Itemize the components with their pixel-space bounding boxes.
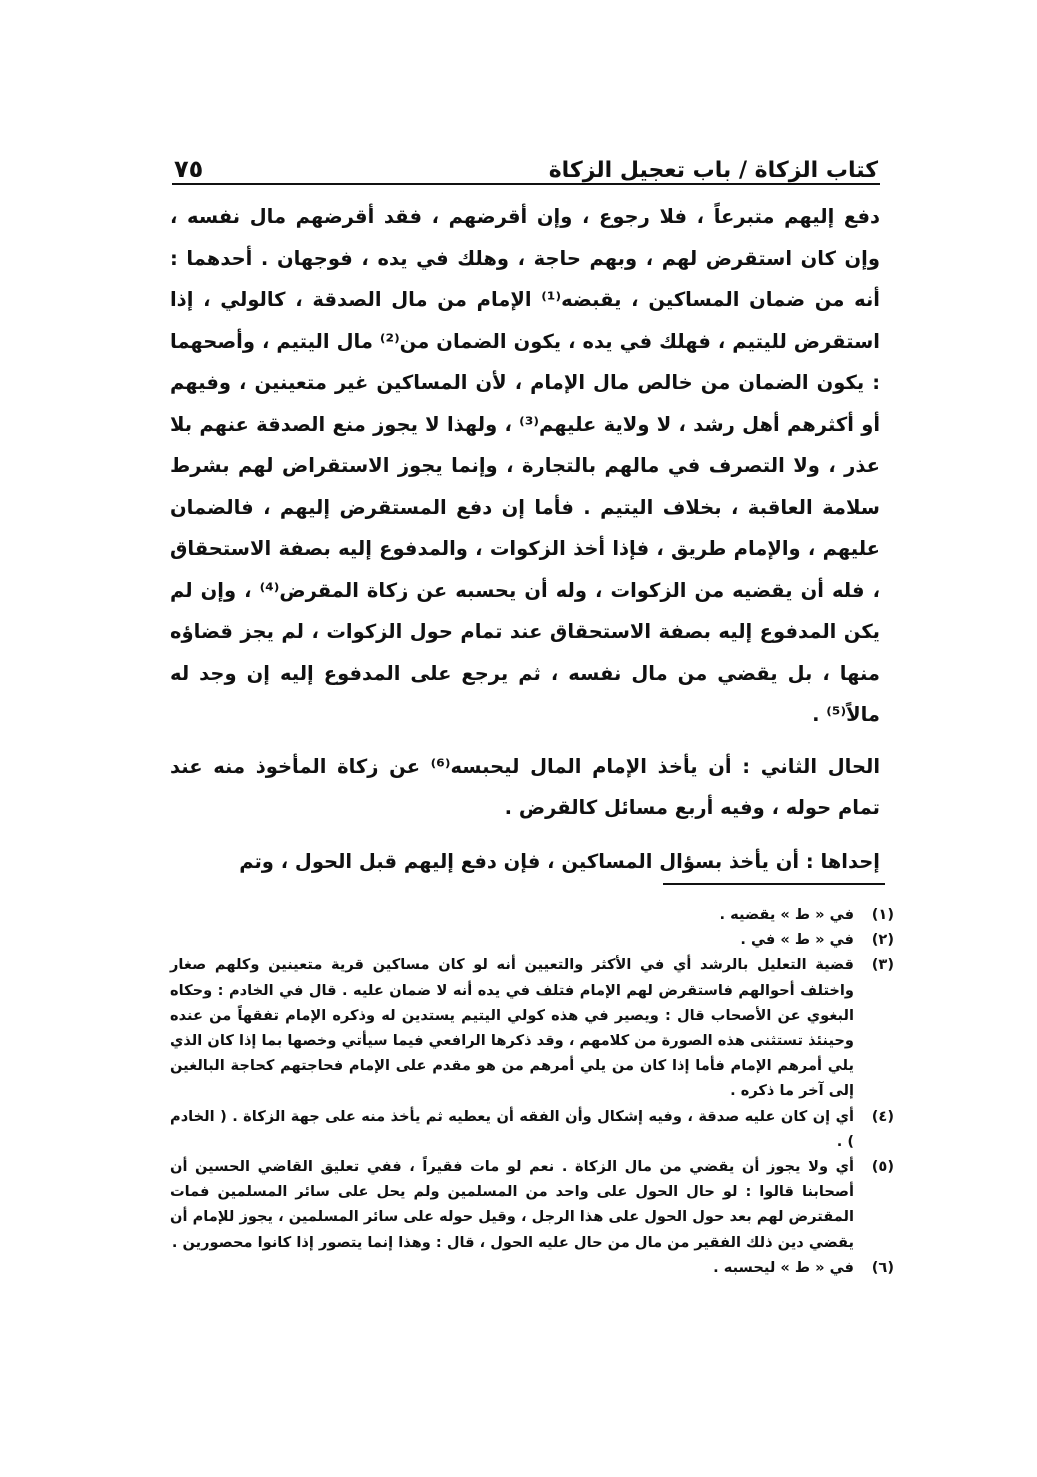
footnote-number: (٤) <box>871 1107 894 1125</box>
footnotes <box>170 902 894 1280</box>
footnote-2 <box>170 927 894 952</box>
footnote-text: أي ولا يجوز أن يقضي من مال الزكاة . نعم لو مات فقيراً ، ففي تعليق القاضي الحسين أن أصحابنا قالوا : لو حال الحول على واحد من المسلمين ولم يحل على سائر المسلمين فمات المقترض لهم بعد حول الحول على هذا الرجل ، وقيل حوله على سائر المسلمين ، يجوز للإمام أن يقضي دين ذلك الفقير من مال من حال عليه الحول ، قال : وهذا إنما يتصور إذا كانوا محصورين . <box>170 1158 854 1251</box>
footnote-5 <box>170 1154 894 1255</box>
footnote-number: (٦) <box>871 1258 894 1276</box>
footnote-4 <box>170 1104 894 1154</box>
main-text <box>170 196 880 882</box>
footnote-number: (٢) <box>871 931 894 949</box>
footnote-text: في « ط » يقضيه . <box>719 906 854 923</box>
page-number: ٧٥ <box>174 155 204 183</box>
footnote-3 <box>170 952 894 1103</box>
paragraph-3: إحداها : أن يأخذ بسؤال المساكين ، فإن دفع إليهم قبل الحول ، وتم <box>239 849 880 873</box>
footnote-number: (١) <box>871 906 894 923</box>
footnote-number: (٥) <box>871 1158 894 1176</box>
footnote-text: في « ط » في . <box>740 931 854 949</box>
paragraph-2: الحال الثاني : أن يأخذ الإمام المال ليحبسه⁽⁶⁾ عن زكاة المأخوذ منه عند تمام حوله ، وفيه أربع مسائل كالقرض . <box>170 754 881 819</box>
footnote-1 <box>170 902 894 927</box>
header-rule <box>172 183 880 185</box>
footnote-text: قضية التعليل بالرشد أي في الأكثر والتعيين أنه لو كان مساكين قرية متعينين وكلهم صغار واختلف أحوالهم فاستقرض لهم الإمام فتلف في يده أنه لا ضمان عليه . قال في الخادم : وحكاه البغوي عن الأصحاب قال : ويصير في هذه كولي اليتيم يستدين له وذكره الإمام تفقهاً من عنده وحينئذ تستثنى هذه الصورة من كلامهم ، وقد ذكرها الرافعي فيما سيأتي وخصها بما إذا كان الذي يلي أمرهم الإمام فأما إذا كان من يلي أمرهم من هو مقدم على الإمام فحاجتهم كحاجة البالغين إلى آخر ما ذكره . <box>170 956 854 1100</box>
running-title: كتاب الزكاة / باب تعجيل الزكاة <box>548 158 878 183</box>
footnote-number: (٣) <box>871 956 894 974</box>
paragraph-1: دفع إليهم متبرعاً ، فلا رجوع ، وإن أقرضهم ، فقد أقرضهم مال نفسه ، وإن كان استقرض لهم ، وبهم حاجة ، وهلك في يده ، فوجهان . أحدهما : أنه من ضمان المساكين ، يقبضه⁽¹⁾ الإمام من مال الصدقة ، كالولي ، إذا استقرض لليتيم ، فهلك في يده ، يكون الضمان من⁽²⁾ مال اليتيم ، وأصحهما : يكون الضمان من خالص مال الإمام ، لأن المساكين غير متعينين ، وفيهم أو أكثرهم أهل رشد ، لا ولاية عليهم⁽³⁾ ، ولهذا لا يجوز منع الصدقة عنهم بلا عذر ، ولا التصرف في مالهم بالتجارة ، وإنما يجوز الاستقراض لهم بشرط سلامة العاقبة ، بخلاف اليتيم . فأما إن دفع المستقرض إليهم ، فالضمان عليهم ، والإمام طريق ، فإذا أخذ الزكوات ، والمدفوع إليه بصفة الاستحقاق ، فله أن يقضيه من الزكوات ، وله أن يحسبه عن زكاة المقرض⁽⁴⁾ ، وإن لم يكن المدفوع إليه بصفة الاستحقاق عند تمام حول الزكوات ، لم يجز قضاؤه منها ، بل يقضي من مال نفسه ، ثم يرجع على المدفوع إليه إن وجد له مالاً⁽⁵⁾ . <box>170 205 880 726</box>
footnote-6 <box>170 1255 894 1280</box>
footnote-text: في « ط » ليحسبه . <box>713 1258 854 1276</box>
footnote-rule <box>663 883 885 885</box>
page-header <box>174 145 878 183</box>
footnote-text: أي إن كان عليه صدقة ، وفيه إشكال وأن الفقه أن يعطيه ثم يأخذ منه على جهة الزكاة . ( الخادم ) . <box>170 1107 854 1150</box>
